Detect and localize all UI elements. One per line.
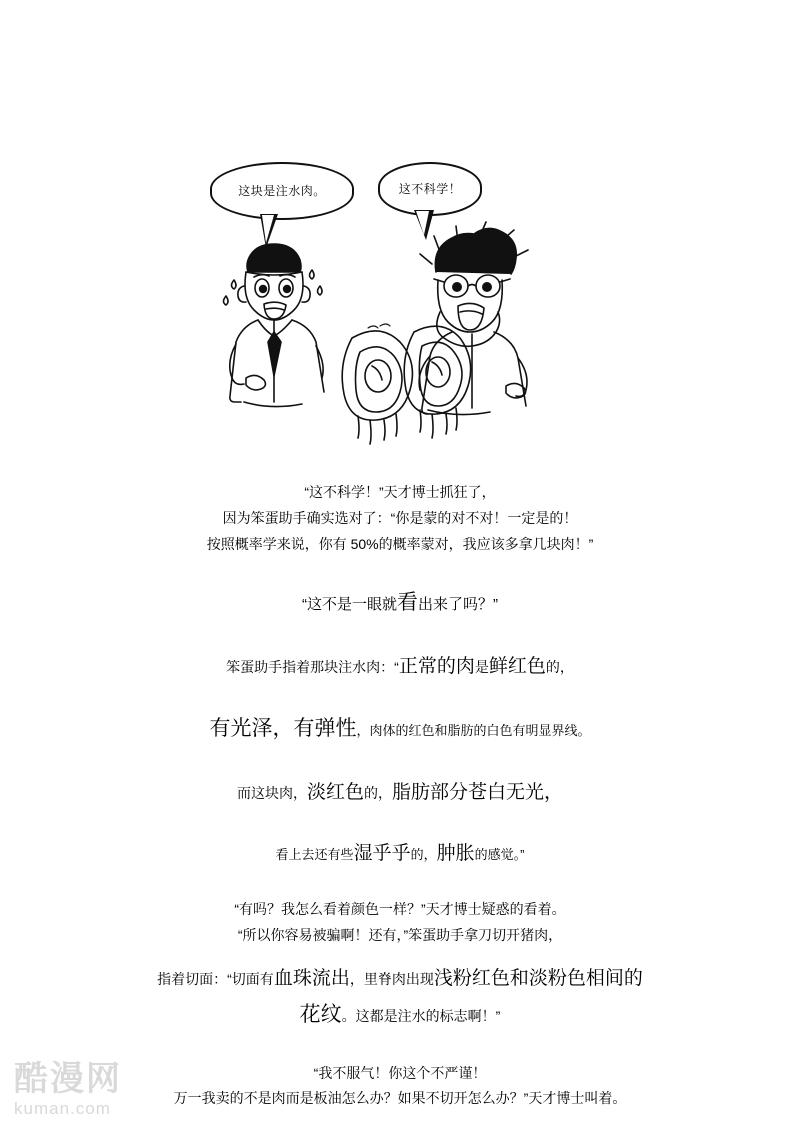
paragraph-9-line-1: “我不服气！你这个不严谨！ [313,1064,487,1081]
paragraph-3 [100,649,700,684]
paragraph-2-emphasis-kan: 看 [397,590,418,614]
speech-bubble-right-text: 这不科学！ [398,181,462,196]
paragraph-7 [100,897,700,949]
paragraph-8-emphasis-blood: 血珠流出 [273,967,350,989]
paragraph-7-line-2: “所以你容易被骗啊！还有，”笨蛋助手拿刀切开猪肉， [237,926,563,943]
comic-illustration [200,220,600,460]
paragraph-9 [100,1061,700,1113]
paragraph-4-emphasis-gloss-elastic: 有光泽，有弹性 [209,716,357,740]
paragraph-6 [100,836,700,871]
paragraph-6-part-a: 看上去还有些 [275,846,354,862]
paragraph-8-part-c: ，里脊肉出现 [349,970,434,987]
paragraph-1-line-2: 因为笨蛋助手确实选对了：“你是蒙的对不对！一定是的！ [222,509,578,526]
paragraph-5 [100,775,700,810]
paragraph-8-emphasis-pattern: 花纹 [299,1002,342,1026]
paragraph-2 [100,584,700,623]
paragraph-3-part-e: 的， [545,658,574,675]
paragraph-6-emphasis-swollen: 肿胀 [436,842,475,864]
paragraph-8-emphasis-pink-pattern: 浅粉红色和淡粉色相间的 [433,967,643,989]
watermark-title: 酷漫网 [14,1060,122,1098]
paragraph-3-part-c: 是 [474,658,489,675]
paragraph-8-part-f: 。这都是注水的标志啊！” [341,1007,501,1024]
paragraph-6-part-c: 的， [410,846,437,862]
paragraph-5-part-a: 而这块肉， [236,784,307,801]
paragraph-8-part-a: 指着切面：“切面有 [157,970,274,987]
paragraph-3-emphasis-bright-red: 鲜红色 [488,655,546,677]
paragraph-1-line-1: “这不科学！”天才博士抓狂了， [304,484,496,500]
paragraph-8 [100,961,700,1035]
paragraph-2-part-c: 出来了吗？” [418,595,498,613]
narration-block [100,480,700,1124]
watermark [14,1062,122,1117]
paragraph-5-emphasis-pale-red: 淡红色 [306,781,364,803]
speech-bubble-left-text: 这块是注水肉。 [238,183,326,198]
paragraph-1 [100,480,700,558]
paragraph-3-part-a: 笨蛋助手指着那块注水肉：“ [226,658,399,675]
paragraph-5-part-c: 的， [364,784,392,801]
paragraph-4-part-b: ，肉体的红色和脂肪的白色有明显界线。 [356,722,591,738]
paragraph-7-line-1: “有吗？我怎么看着颜色一样？”天才博士疑惑的看着。 [234,900,566,917]
paragraph-3-emphasis-normal-meat: 正常的肉 [398,655,475,677]
paragraph-9-line-2: 万一我卖的不是肉而是板油怎么办？如果不切开怎么办？”天才博士叫着。 [173,1090,627,1107]
comic-panel [200,150,600,460]
paragraph-4 [100,710,700,749]
paragraph-2-part-a: “这不是一眼就 [302,595,397,613]
paragraph-6-emphasis-wet: 湿乎乎 [353,842,411,864]
speech-bubble-left [210,162,354,220]
paragraph-5-emphasis-fat-pale: 脂肪部分苍白无光， [392,781,564,803]
speech-bubble-right [378,162,482,216]
paragraph-1-line-3: 按照概率学来说，你有 50%的概率蒙对，我应该多拿几块肉！” [206,535,594,552]
paragraph-6-part-e: 的感觉。” [474,846,525,862]
watermark-url: kuman.com [14,1099,111,1118]
